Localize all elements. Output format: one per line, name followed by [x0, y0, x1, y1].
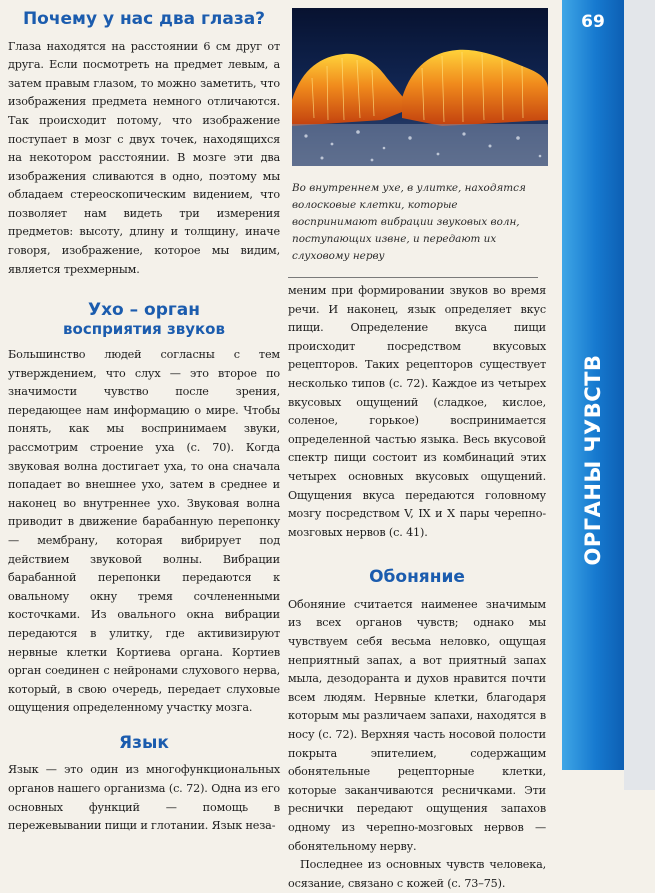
chapter-sidebar — [562, 0, 628, 770]
left-column — [8, 10, 280, 836]
right-column — [288, 0, 546, 893]
heading-smell: Обоняние — [369, 567, 465, 588]
paragraph-tongue: Язык — это один из многофункциональных органов нашего организма (с. 72). Одна из его основных функций — помощь в пережевывании пищи и глотании. Язык неза- — [8, 763, 280, 833]
heading-eyes: Почему у нас два глаза? — [22, 9, 266, 29]
page-edge — [624, 0, 655, 790]
page-number: 69 — [581, 12, 605, 32]
paragraph-eyes: Глаза находятся на расстоянии 6 см друг от друга. Если посмотреть на предмет левым, а затем правым глазом, то можно заметить, что изображения предмета немного отличаются. Так происходит потому, что изображение поступает в мозг с двух точек, находящихся на некотором расстоянии. В мозге эти два изображения сливаются в одно, поэтому мы обладаем стереоскопическим видением, что позволяет нам видеть три измерения предметов: высоту, длину и толщину, иначе говоря, изображение, которое мы видим, является трехмерным. — [8, 39, 280, 276]
heading-ear-line2: восприятия звуков — [63, 319, 225, 338]
heading-ear-line1: Ухо – орган — [87, 300, 201, 321]
heading-tongue: Язык — [119, 732, 169, 753]
inner-ear-hair-cells-photo — [292, 8, 548, 166]
chapter-title: ОРГАНЫ ЧУВСТВ — [581, 354, 605, 566]
figure-caption: Во внутреннем ухе, в улитке, находятся волосковые клетки, которые воспринимают вибрации звуковых волн, поступающих извне, и передают их слуховому нерву — [292, 182, 526, 262]
paragraph-ear: Большинство людей согласны с тем утверждением, что слух — это второе по значимости чувство после зрения, передающее нам информацию о мире. Чтобы понять, как мы воспринимаем звуки, рассмотрим строение уха (с. 70). Когда звуковая волна достигает уха, то она сначала попадает во внешнее ухо, затем в среднее и наконец во внутреннее ухо. Звуковая волна приводит в движение барабанную перепонку — мембрану, которая вибрирует под действием звуковой волны. Вибрации барабанной перепонки передаются к овальному окну тремя сочлененными косточками. Из овального окна вибрации передаются в улитку, где активизируют нервные клетки Кортиева органа. Кортиев орган соединен с нейронами слухового нерва, который, в свою очередь, передает слуховые ощущения определенному участку мозга. — [8, 348, 280, 715]
paragraph-touch: Последнее из основных чувств человека, осязание, связано с кожей (с. 73–75). — [288, 858, 546, 890]
hair-cells-illustration — [292, 8, 548, 166]
caption-divider — [288, 277, 538, 278]
paragraph-tongue-continued: меним при формировании звуков во время речи. И наконец, язык определяет вкус пищи. Определение вкуса пищи происходит посредством вкусовых рецепторов. Таких рецепторов существует несколько типов (с. 72). Каждое из четырех вкусовых ощущений (сладкое, кислое, соленое, горькое) воспринимается определенной частью языка. Весь вкусовой спектр пищи состоит из комбинаций этих четырех основных вкусовых ощущений. Ощущения вкуса передаются головному мозгу посредством V, IX и X пары черепно-мозговых нервов (с. 41). — [288, 284, 546, 539]
paragraph-smell: Обоняние считается наименее значимым из всех органов чувств; однако мы чувствуем себя весьма неловко, ощущая неприятный запах, а вот приятный запах мыла, дезодоранта и духов нравится почти всем людям. Нервные клетки, благодаря которым мы различаем запахи, находятся в носу (с. 72). Верхняя часть носовой полости покрыта эпителием, содержащим обонятельные рецепторные клетки, которые заканчиваются ресничками. Эти реснички передают ощущения запахов одному из черепно-мозговых нервов — обонятельному нерву. — [288, 597, 546, 853]
